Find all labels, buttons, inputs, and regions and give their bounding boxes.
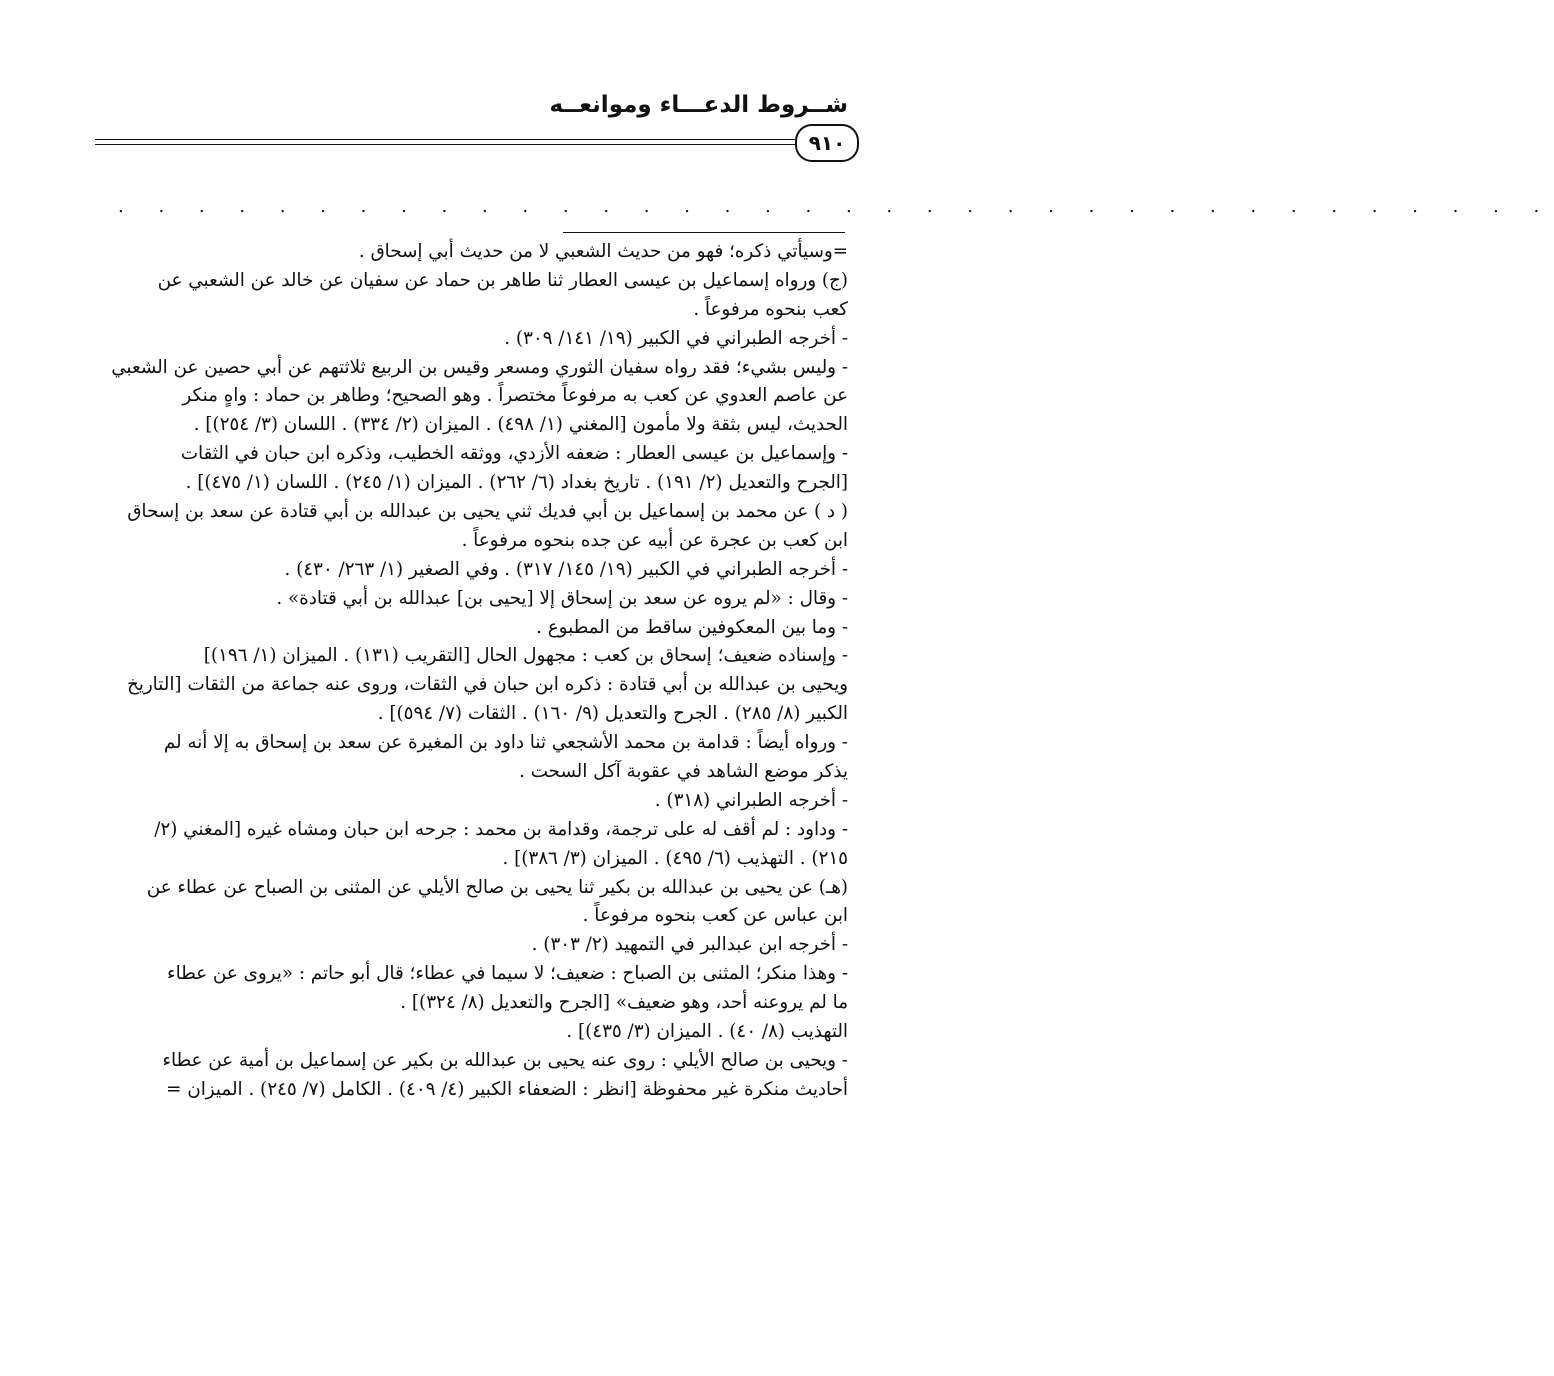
text-line: - وداود : لم أقف له على ترجمة، وقدامة بن محمد : جرحه ابن حبان ومشاه غيره [المغني (٢/	[154, 818, 848, 840]
text-line: يذكر موضع الشاهد في عقوبة آكل السحت .	[518, 761, 848, 783]
footnote-body	[100, 238, 848, 1105]
text-line: - وإسناده ضعيف؛ إسحاق بن كعب : مجهول الحال [التقريب (١٣١) . الميزان (١/ ١٩٦)]	[203, 645, 848, 667]
footnote-rule	[563, 232, 845, 233]
text-line: [الجرح والتعديل (٢/ ١٩١) . تاريخ بغداد (٦/ ٢٦٢) . الميزان (١/ ٢٤٥) . اللسان (١/ ٤٧٥)] .	[185, 472, 848, 494]
text-line: - أخرجه ابن عبدالبر في التمهيد (٢/ ٣٠٣) .	[531, 934, 848, 956]
text-line: (هـ) عن يحيى بن عبدالله بن بكير ثنا يحيى بن صالح الأيلي عن المثنى بن الصباح عن عطاء عن	[146, 876, 848, 898]
text-line: الحديث، ليس بثقة ولا مأمون [المغني (١/ ٤٩٨) . الميزان (٢/ ٣٣٤) . اللسان (٣/ ٢٥٤)] .	[193, 414, 848, 436]
text-line: - أخرجه الطبراني في الكبير (١٩/ ١٤٥/ ٣١٧) . وفي الصغير (١/ ٢٦٣/ ٤٣٠) .	[284, 558, 848, 580]
text-line: أحاديث منكرة غير محفوظة [انظر : الضعفاء الكبير (٤/ ٤٠٩) . الكامل (٧/ ٢٤٥) . الميزان =	[166, 1078, 848, 1100]
text-line: ويحيى بن عبدالله بن أبي قتادة : ذكره ابن حبان في الثقات، وروى عنه جماعة من الثقات [التاريخ	[126, 674, 848, 696]
text-line: عن عاصم العدوي عن كعب به مرفوعاً مختصراً . وهو الصحيح؛ وطاهر بن حماد : واهٍ منكر	[182, 385, 848, 407]
text-line: ابن عباس عن كعب بنحوه مرفوعاً .	[582, 905, 848, 927]
separator-dots: . . . . . . . . . . . . . . . . . . . . . . . . . . . . . . . . . . . .	[118, 196, 1554, 217]
text-line: - ويحيى بن صالح الأيلي : روى عنه يحيى بن عبدالله بن بكير عن إسماعيل بن أمية عن عطاء	[162, 1049, 848, 1071]
text-line: ٢١٥) . التهذيب (٦/ ٤٩٥) . الميزان (٣/ ٣٨٦)] .	[502, 847, 848, 869]
page-number: ٩١٠	[795, 124, 859, 162]
running-header-title: شــروط الدعـــاء وموانعــه	[549, 92, 848, 118]
header-rule	[95, 139, 795, 140]
text-line: =وسيأتي ذكره؛ فهو من حديث الشعبي لا من حديث أبي إسحاق .	[358, 241, 848, 262]
text-line: - وقال : «لم يروه عن سعد بن إسحاق إلا [يحيى بن] عبدالله بن أبي قتادة» .	[276, 587, 848, 609]
text-line: ( د ) عن محمد بن إسماعيل بن أبي فديك ثني يحيى بن عبدالله بن أبي قتادة عن سعد بن إسحاق	[127, 501, 848, 523]
text-line: - أخرجه الطبراني في الكبير (١٩/ ١٤١/ ٣٠٩) .	[504, 327, 848, 349]
text-line: الكبير (٨/ ٢٨٥) . الجرح والتعديل (٩/ ١٦٠) . الثقات (٧/ ٥٩٤)] .	[377, 703, 848, 725]
text-line: - وليس بشيء؛ فقد رواه سفيان الثوري ومسعر وقيس بن الربيع ثلاثتهم عن أبي حصين عن الشعبي	[111, 356, 848, 378]
text-line: (ج) ورواه إسماعيل بن عيسى العطار ثنا طاهر بن حماد عن سفيان عن خالد عن الشعبي عن	[157, 269, 848, 291]
text-line: التهذيب (٨/ ٤٠) . الميزان (٣/ ٤٣٥)] .	[566, 1021, 848, 1043]
text-line: - وهذا منكر؛ المثنى بن الصباح : ضعيف؛ لا سيما في عطاء؛ قال أبو حاتم : «يروى عن عطاء	[167, 963, 848, 985]
text-line: - وما بين المعكوفين ساقط من المطبوع .	[536, 616, 848, 638]
text-line: - ورواه أيضاً : قدامة بن محمد الأشجعي ثنا داود بن المغيرة عن سعد بن إسحاق به إلا أنه لم	[163, 732, 848, 754]
text-line: - أخرجه الطبراني (٣١٨) .	[654, 789, 848, 811]
text-line: كعب بنحوه مرفوعاً .	[693, 298, 848, 320]
text-line: ما لم يروعنه أحد، وهو ضعيف» [الجرح والتعديل (٨/ ٣٢٤)] .	[400, 992, 848, 1014]
text-line: - وإسماعيل بن عيسى العطار : ضعفه الأزدي، ووثقه الخطيب، وذكره ابن حبان في الثقات	[180, 443, 848, 465]
text-line: ابن كعب بن عجرة عن أبيه عن جده بنحوه مرفوعاً .	[461, 529, 848, 551]
header-rule	[95, 144, 795, 145]
